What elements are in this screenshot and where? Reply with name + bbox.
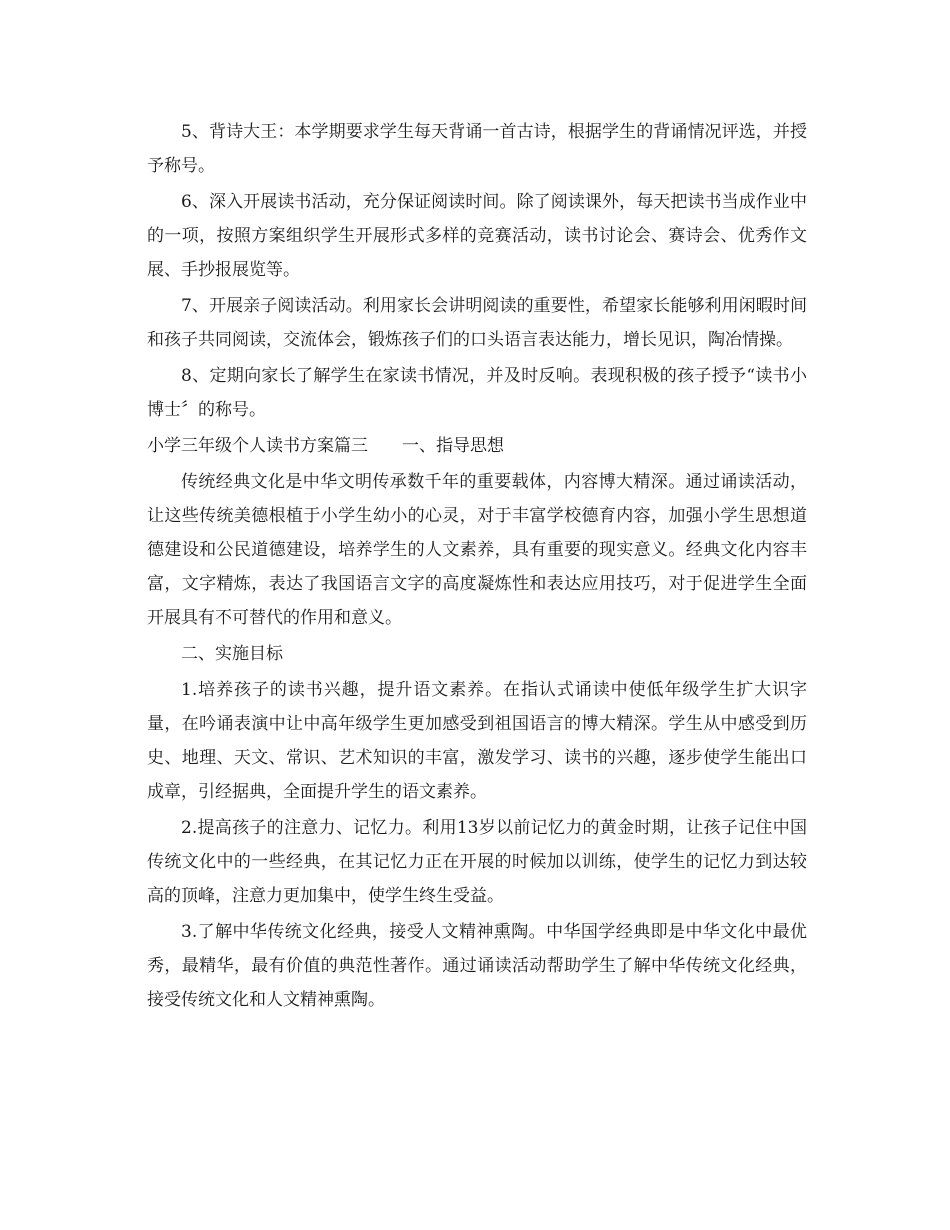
- section-heading: 小学三年级个人读书方案篇三 一、指导思想: [147, 436, 504, 456]
- paragraph-item-8: 8、定期向家长了解学生在家读书情况，并及时反响。表现积极的孩子授予“读书小博士〞的称号。: [147, 366, 807, 420]
- paragraph-item-7: 7、开展亲子阅读活动。利用家长会讲明阅读的重要性，希望家长能够利用闲暇时间和孩子共同阅读，交流体会，锻炼孩子们的口头语言表达能力，增长见识，陶冶情操。: [147, 296, 807, 350]
- paragraph-goal-1: 1.培养孩子的读书兴趣，提升语文素养。在指认式诵读中使低年级学生扩大识字量，在吟诵表演中让中高年级学生更加感受到祖国语言的博大精深。学生从中感受到历史、地理、天文、常识、艺术知识的丰富，激发学习、读书的兴趣，逐步使学生能出口成章，引经据典，全面提升学生的语文素养。: [147, 680, 807, 802]
- paragraph-item-5: 5、背诗大王：本学期要求学生每天背诵一首古诗，根据学生的背诵情况评选，并授予称号。: [147, 122, 807, 176]
- paragraph-goal-3: 3.了解中华传统文化经典，接受人文精神熏陶。中华国学经典即是中华文化中最优秀，最精华，最有价值的典范性著作。通过诵读活动帮助学生了解中华传统文化经典，接受传统文化和人文精神熏陶。: [147, 922, 807, 1010]
- paragraph-item-6: 6、深入开展读书活动，充分保证阅读时间。除了阅读课外，每天把读书当成作业中的一项，按照方案组织学生开展形式多样的竞赛活动，读书讨论会、赛诗会、优秀作文展、手抄报展览等。: [147, 192, 807, 280]
- document-body: [147, 115, 807, 1019]
- paragraph-guiding-thought: 传统经典文化是中华文明传承数千年的重要载体，内容博大精深。通过诵读活动，让这些传统美德根植于小学生幼小的心灵，对于丰富学校德育内容，加强小学生思想道德建设和公民道德建设，培养学生的人文素养，具有重要的现实意义。经典文化内容丰富，文字精炼，表达了我国语言文字的高度凝炼性和表达应用技巧，对于促进学生全面开展具有不可替代的作用和意义。: [147, 472, 807, 628]
- subheading-goals: 二、实施目标: [181, 644, 283, 664]
- paragraph-goal-2: 2.提高孩子的注意力、记忆力。利用13岁以前记忆力的黄金时期，让孩子记住中国传统文化中的一些经典，在其记忆力正在开展的时候加以训练，使学生的记忆力到达较高的顶峰，注意力更加集中，使学生终生受益。: [147, 818, 807, 906]
